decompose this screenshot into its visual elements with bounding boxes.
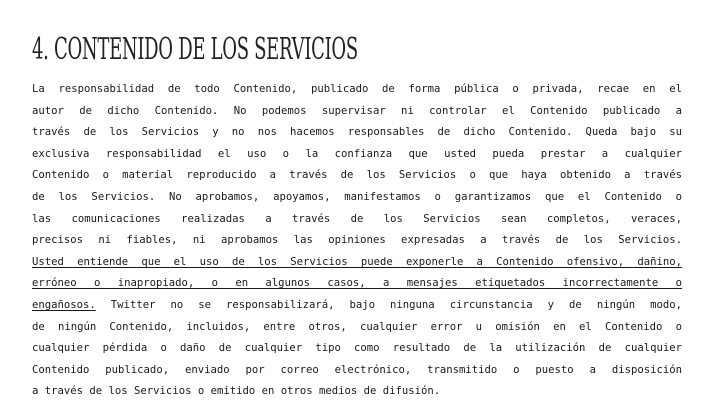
line-text: de ningún Contenido, incluidos, entre otros, cualquier error u omisión en el Contenido o xyxy=(32,320,682,333)
line-text: exclusiva responsabilidad el uso o la confianza que usted pueda prestar a cualquier xyxy=(32,147,682,160)
line-text: través de los Servicios y no nos hacemos responsables de dicho Contenido. Queda bajo su xyxy=(32,126,682,139)
line-text: de los Servicios. No aprobamos, apoyamos, manifestamos o garantizamos que el Contenido o xyxy=(32,190,682,203)
paragraph-line xyxy=(32,79,682,101)
paragraph-line xyxy=(32,187,682,209)
line-text: Contenido o material reproducido a través de los Servicios o que haya obtenido a través xyxy=(32,169,682,182)
paragraph-line xyxy=(32,317,682,339)
paragraph-line xyxy=(32,122,682,144)
line-text: a través de los Servicios o emitido en otros medios de difusión. xyxy=(32,385,441,398)
underlined-line xyxy=(32,252,682,274)
paragraph-line xyxy=(32,338,682,360)
section-heading: 4. CONTENIDO DE LOS SERVICIOS xyxy=(32,32,358,67)
line-text: La responsabilidad de todo Contenido, publicado de forma pública o privada, recae en el xyxy=(32,83,682,95)
underlined-line xyxy=(32,273,682,295)
paragraph-line xyxy=(32,360,682,382)
underlined-text: erróneo o inapropiado, o en algunos casos, a mensajes etiquetados incorrectamente o xyxy=(32,277,682,290)
line-text: cualquier pérdida o daño de cualquier tipo como resultado de la utilización de cualquier xyxy=(32,342,682,355)
line-text: autor de dicho Contenido. No podemos supervisar ni controlar el Contenido publicado a xyxy=(32,104,682,117)
underlined-text: engañosos. xyxy=(32,298,96,311)
line-text: las comunicaciones realizadas a través de los Servicios sean completos, veraces, xyxy=(32,212,682,225)
paragraph-line xyxy=(32,165,682,187)
paragraph-line xyxy=(32,144,682,166)
line-text: Twitter no se responsabilizará, bajo ninguna circunstancia y de ningún modo, xyxy=(95,298,682,311)
paragraph-line xyxy=(32,230,682,252)
underlined-text: Usted entiende que el uso de los Servicios puede exponerle a Contenido ofensivo, dañino, xyxy=(32,255,682,268)
paragraph-line xyxy=(32,295,682,317)
paragraph-line xyxy=(32,101,682,123)
terms-paragraph xyxy=(32,79,682,403)
line-text: precisos ni fiables, ni aprobamos las opiniones expresadas a través de los Servicios. xyxy=(32,234,682,247)
paragraph-line xyxy=(32,209,682,231)
paragraph-line xyxy=(32,381,682,403)
line-text: Contenido publicado, enviado por correo electrónico, transmitido o puesto a disposición xyxy=(32,363,682,376)
